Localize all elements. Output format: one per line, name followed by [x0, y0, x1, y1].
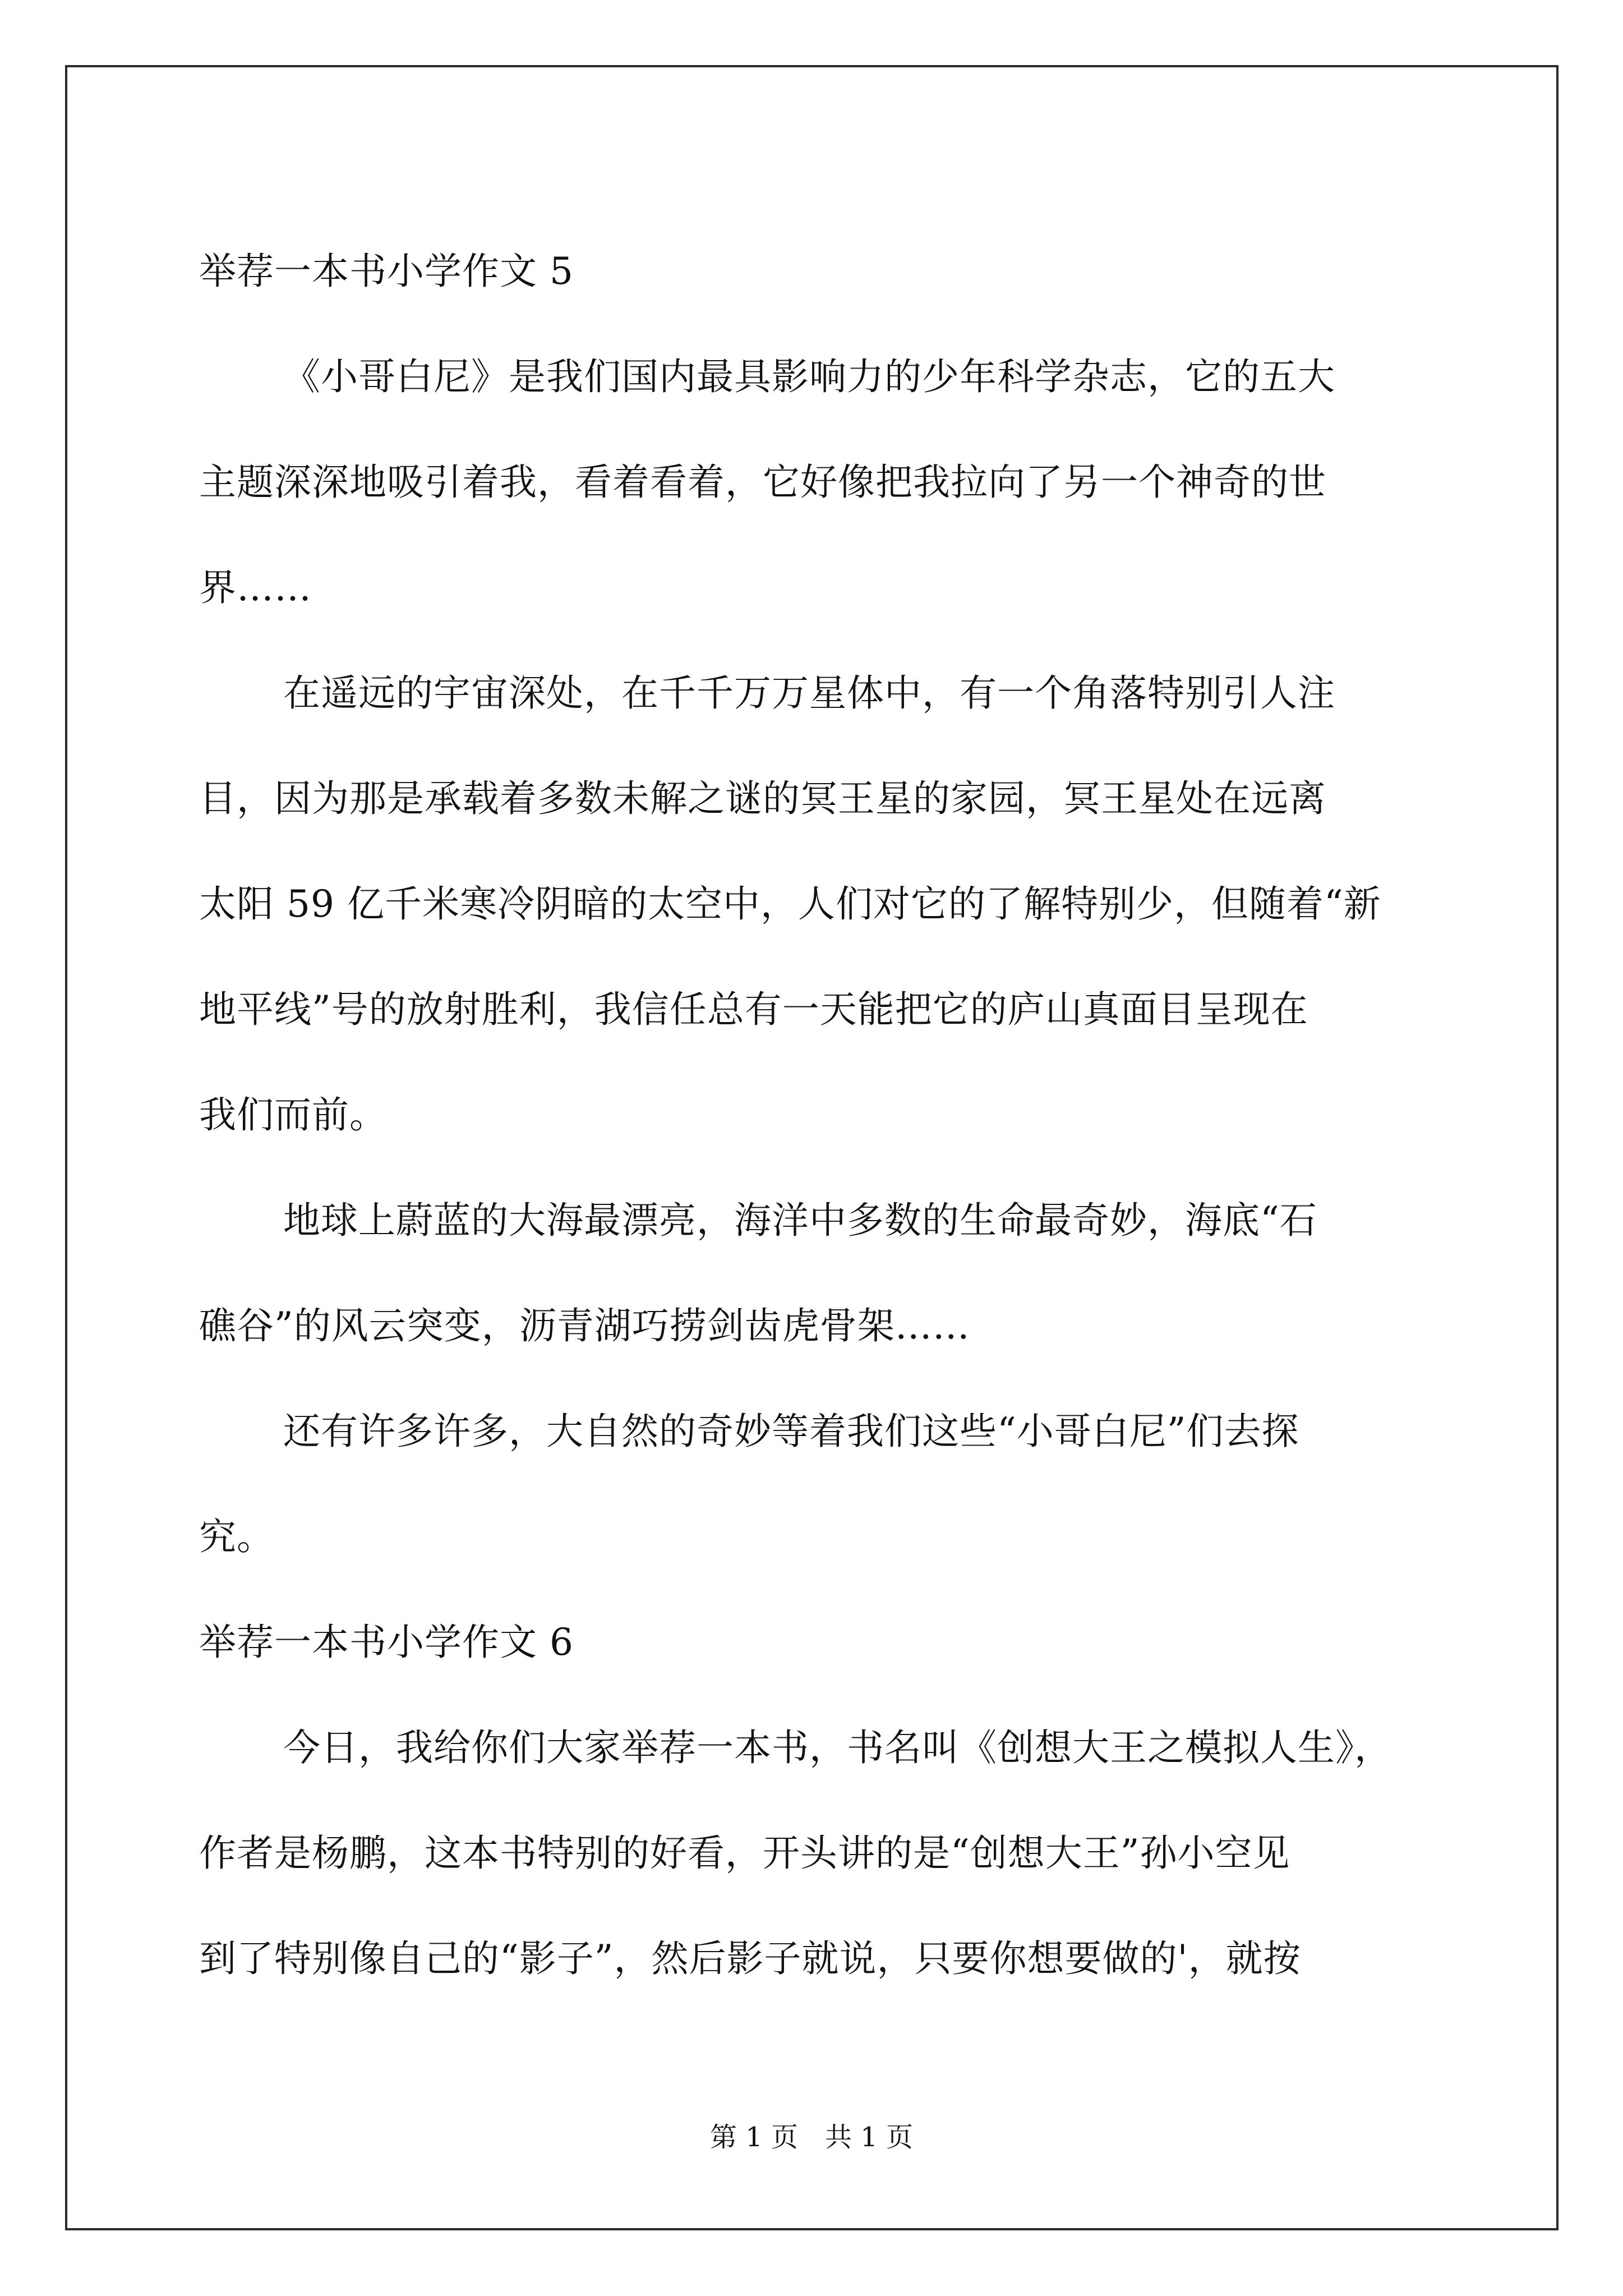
paragraph-line: 还有许多许多，大自然的奇妙等着我们这些“小哥白尼”们去探 [283, 1410, 1299, 1453]
document-body [199, 219, 1427, 2012]
paragraph-line: 主题深深地吸引着我，看着看着，它好像把我拉向了另一个神奇的世 [199, 461, 1326, 504]
paragraph-line: 《小哥白尼》是我们国内最具影响力的少年科学杂志，它的五大 [283, 355, 1335, 398]
paragraph-line: 究。 [199, 1515, 274, 1558]
paragraph-line: 到了特别像自己的“影子”，然后影子就说，只要你想要做的'，就按 [199, 1937, 1301, 1980]
paragraph-line: 我们而前。 [199, 1093, 387, 1137]
section-heading-6: 举荐一本书小学作文 6 [199, 1621, 574, 1664]
paragraph-line: 作者是杨鹏，这本书特别的好看，开头讲的是“创想大王”孙小空见 [199, 1832, 1290, 1875]
paragraph-line: 在遥远的宇宙深处，在千千万万星体中，有一个角落特别引人注 [283, 671, 1335, 715]
paragraph-line: 地球上蔚蓝的大海最漂亮，海洋中多数的生命最奇妙，海底“石 [283, 1199, 1317, 1242]
paragraph-line: 界…… [199, 566, 312, 609]
paragraph-line: 地平线”号的放射胜利，我信任总有一天能把它的庐山真面目呈现在 [199, 988, 1308, 1031]
paragraph-line: 今日，我给你们大家举荐一本书，书名叫《创想大王之模拟人生》， [283, 1726, 1392, 1769]
paragraph-line: 礁谷”的风云突变，沥青湖巧捞剑齿虎骨架…… [199, 1304, 970, 1347]
page-footer: 第 1 页 共 1 页 [709, 2122, 914, 2153]
paragraph-line: 太阳 59 亿千米寒冷阴暗的太空中，人们对它的了解特别少，但随着“新 [199, 882, 1381, 926]
section-heading-5: 举荐一本书小学作文 5 [199, 250, 574, 293]
paragraph-line: 目，因为那是承载着多数未解之谜的冥王星的家园，冥王星处在远离 [199, 777, 1326, 820]
